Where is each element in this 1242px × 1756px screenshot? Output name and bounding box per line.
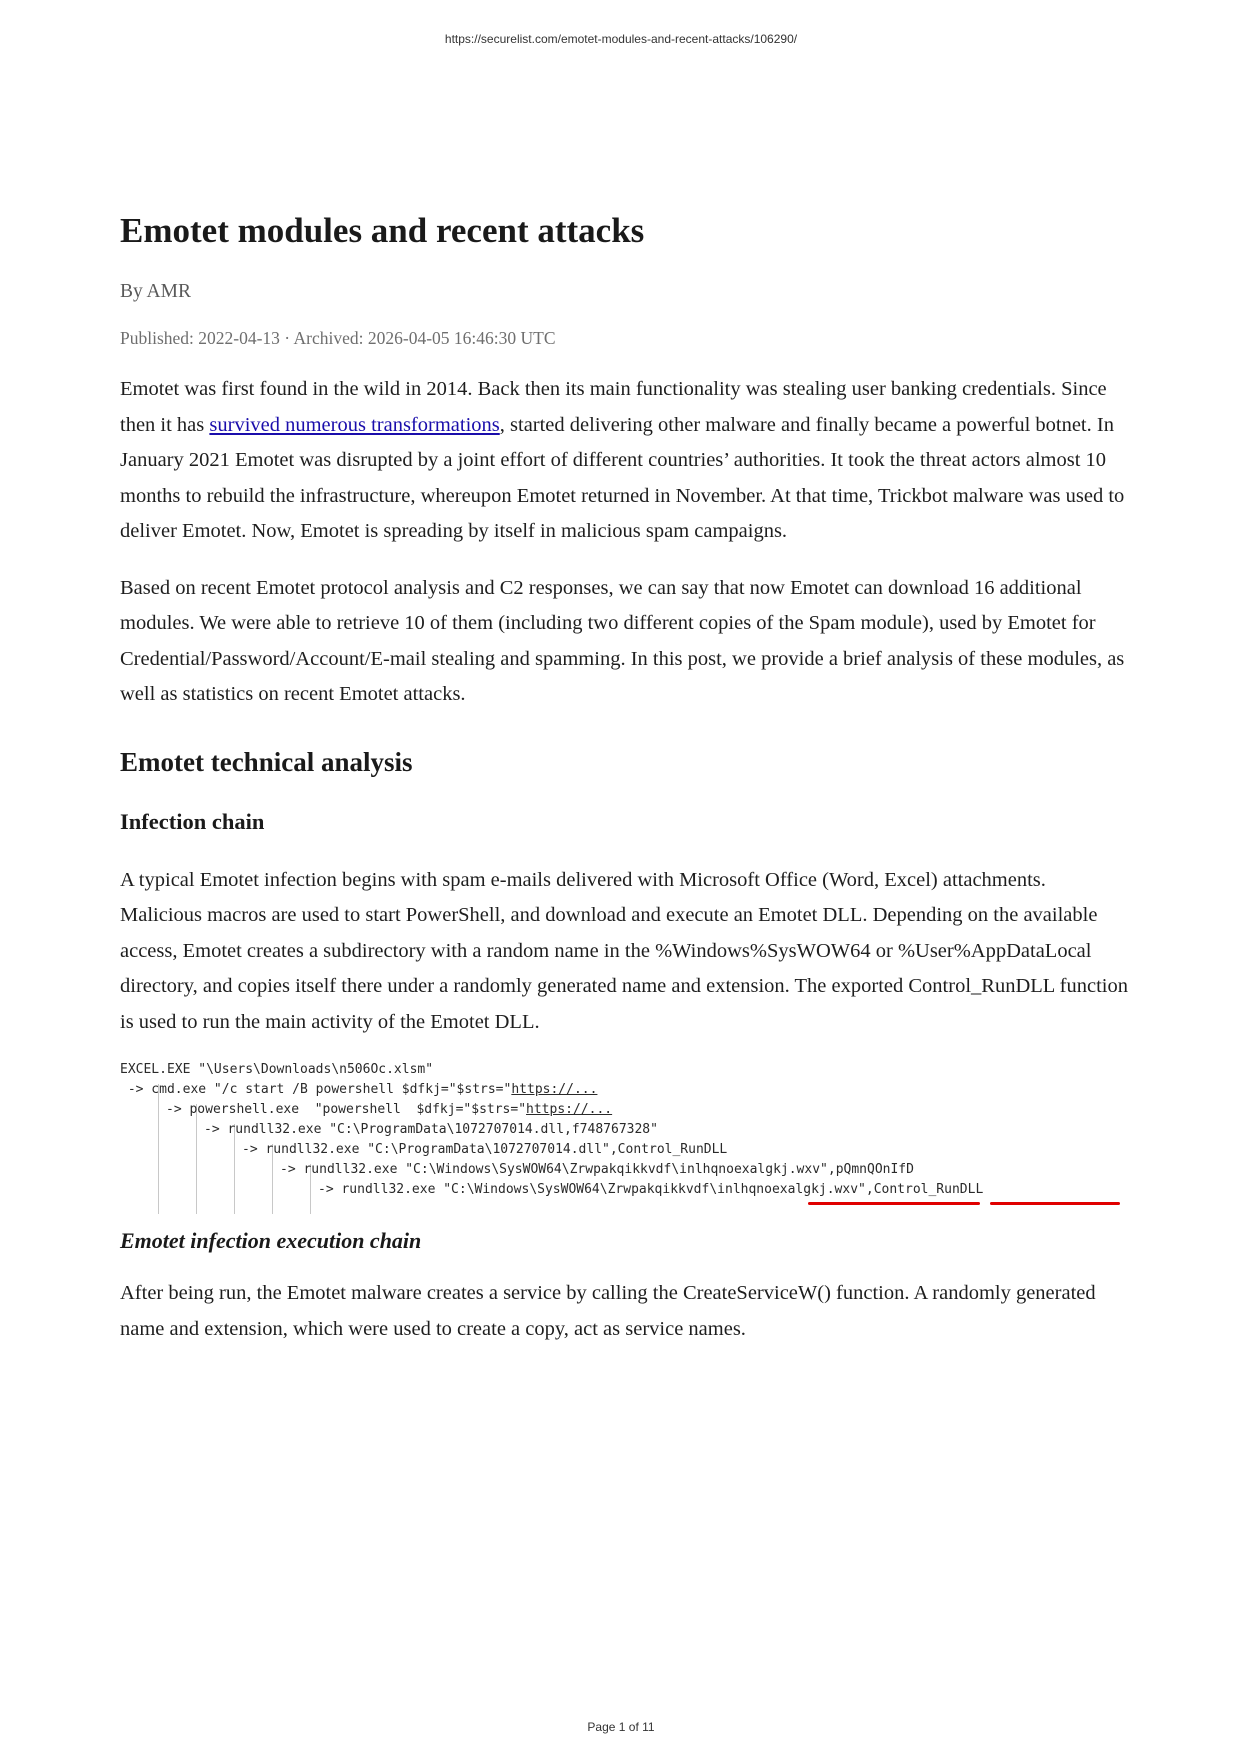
code-line-rundll-1: -> rundll32.exe "C:\ProgramData\1072707014.dll,f748767328" — [204, 1122, 658, 1137]
code-line-powershell — [166, 1102, 612, 1118]
infection-chain-figure — [120, 1058, 1132, 1218]
article — [120, 210, 1132, 1347]
intro-text-before: Emotet was first found in the wild in 2014. Back then its main functionality was stealing user banking credentials. Since then it has — [120, 378, 1107, 436]
highlight-underline-export — [990, 1202, 1120, 1205]
tree-guide — [158, 1084, 159, 1214]
subsection-heading: Infection chain — [120, 808, 265, 834]
code-line-rundll-4: -> rundll32.exe "C:\Windows\SysWOW64\Zrwpakqikkvdf\inlhqnoexalgkj.wxv",Control_RunDLL — [318, 1182, 984, 1197]
code-url: https://... — [526, 1102, 613, 1117]
section-heading: Emotet technical analysis — [120, 746, 413, 777]
code-url: https://... — [511, 1082, 598, 1097]
page-number: Page 1 of 11 — [587, 1720, 655, 1734]
tree-guide — [196, 1104, 197, 1214]
code-line-cmd — [120, 1082, 597, 1098]
code-text: -> cmd.exe "/c start /B powershell $dfkj="$strs=" — [120, 1082, 512, 1097]
figure-caption: Emotet infection execution chain — [120, 1228, 422, 1253]
code-line-rundll-2: -> rundll32.exe "C:\ProgramData\1072707014.dll",Control_RunDLL — [242, 1142, 728, 1157]
code-line-excel: EXCEL.EXE "\Users\Downloads\n506Oc.xlsm" — [120, 1062, 434, 1077]
publish-meta: Published: 2022-04-13 · Archived: 2026-04-05 16:46:30 UTC — [120, 328, 556, 348]
article-title: Emotet modules and recent attacks — [120, 211, 645, 250]
highlight-underline-filename — [808, 1202, 980, 1205]
page-url: https://securelist.com/emotet-modules-and-recent-attacks/106290/ — [444, 32, 798, 46]
modules-paragraph: Based on recent Emotet protocol analysis and C2 responses, we can say that now Emotet can download 16 additional modules. We were able to retrieve 10 of them (including two different copies of the Spam module), used by Emotet for Credential/Password/Account/E-mail stealing and spamming. In this post, we provide a brief analysis of these modules, as well as statistics on recent Emotet attacks. — [120, 576, 1125, 705]
byline: By AMR — [120, 281, 191, 302]
transformations-link[interactable]: survived numerous transformations — [209, 413, 500, 436]
code-line-rundll-3: -> rundll32.exe "C:\Windows\SysWOW64\Zrwpakqikkvdf\inlhqnoexalgkj.wxv",pQmnQOnIfD — [280, 1162, 914, 1177]
intro-paragraph — [120, 372, 1132, 550]
service-paragraph: After being run, the Emotet malware creates a service by calling the CreateServiceW() function. A randomly generated name and extension, which were used to create a copy, act as service names. — [120, 1282, 1096, 1340]
intro-text-after: , started delivering other malware and finally became a powerful botnet. In January 2021 Emotet was disrupted by a joint effort of different countries’ authorities. It took the threat actors almost 10 months to rebuild the infrastructure, whereupon Emotet returned in November. At that time, Trickbot malware was used to deliver Emotet. Now, Emotet is spreading by itself in malicious spam campaigns. — [120, 413, 1125, 542]
infection-paragraph: A typical Emotet infection begins with spam e-mails delivered with Microsoft Office (Word, Excel) attachments. Malicious macros are used to start PowerShell, and download and execute an Emotet DLL. Depending on the available access, Emotet creates a subdirectory with a random name in the %Windows%SysWOW64 or %User%AppDataLocal directory, and copies itself there under a randomly generated name and extension. The exported Control_RunDLL function is used to run the main activity of the Emotet DLL. — [120, 868, 1128, 1033]
code-text: -> powershell.exe "powershell $dfkj="$strs=" — [166, 1102, 527, 1117]
